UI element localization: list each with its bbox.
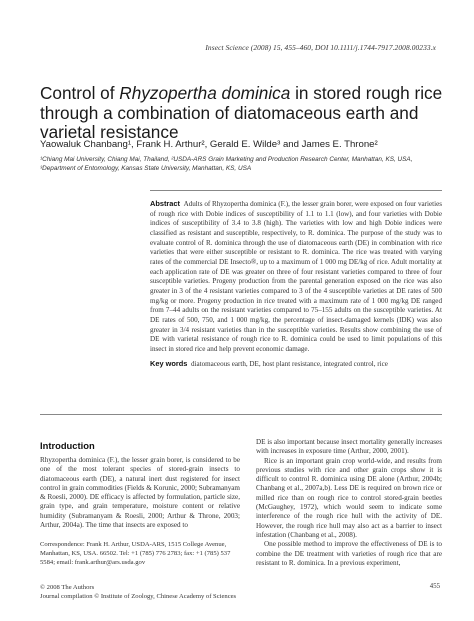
title-species: Rhyzopertha dominica: [119, 83, 291, 103]
abstract-section: [150, 190, 442, 369]
keywords: [150, 359, 442, 370]
title-part1: Control of: [40, 83, 120, 103]
copyright-line-2: Journal compilation © Institute of Zoology, Chinese Academy of Sciences: [40, 593, 237, 601]
copyright-line-1: © 2008 The Authors: [40, 584, 95, 591]
abstract-text: Adults of Rhyzopertha dominica (F.), the lesser grain borer, were exposed on four varieties of rough rice with Dobie indices of susceptibility of 1.1 to 1.1 (low), and four varieties with Dobie indices of susceptibility of 3.4 to 3.8 (high). The varieties with low and high Dobie indices were classified as resistant and susceptible, respectively, to R. dominica. The purpose of the study was to evaluate control of R. dominica through the use of diatomaceous earth (DE) in combination with rice varieties that were either susceptible or resistant to R. dominica. The rice was treated with varying rates of the commercial DE Insecto®, up to a maximum of 1 000 mg DE/kg of rice. Adult mortality at each application rate of DE was greater on three of four resistant varieties compared to three of four susceptible varieties. Progeny production from the parental generation exposed on the rice was also greater in 3 of the 4 resistant varieties compared to 3 of the 4 susceptible varieties at DE rates of 500 mg/kg or more. Progeny production in rice treated with a maximum rate of 1 000 mg/kg DE ranged from 7–44 adults on the resistant varieties compared to 75–155 adults on the susceptible varieties. At DE rates of 500, 750, and 1 000 mg/kg, the percentage of insect-damaged kernels (IDK) was also greater in 3/4 resistant varieties than in the susceptible varieties. Results show combining the use of DE with varietal resistance of rough rice to R. dominica could be used to limit populations of this insect in stored rice and help prevent economic damage.: [150, 200, 442, 353]
journal-citation: Insect Science (2008) 15, 455–460, DOI 10.1111/j.1744-7917.2008.00233.x: [205, 43, 436, 52]
introduction-heading: Introduction: [40, 440, 95, 451]
intro-paragraph-2: DE is also important because insect mortality generally increases with increases in exposure time (Arthur, 2000, 2001).: [256, 438, 442, 456]
intro-paragraph-3: Rice is an important grain crop world-wide, and results from previous studies with rice and other grain crops show it is difficult to control R. dominica using DE alone (Arthur, 2004b; Chanbang et al., 2007a,b). Less DE is required on brown rice or milled rice than on rough rice to control stored-grain beetles (McGaughey, 1972), which would seem to indicate some interference of the rough rice hull with the activity of DE. However, the rough rice hull may also act as a barrier to insect infestation (Chanbang et al., 2008).: [256, 456, 442, 539]
section-divider: [40, 414, 442, 415]
intro-paragraph-1: Rhyzopertha dominica (F.), the lesser grain borer, is considered to be one of the most tolerant species of stored-grain insects to diatomaceous earth (DE), a natural inert dust registered for insect control in grain commodities (Fields & Korunic, 2000; Subramanyam & Roesli, 2000). DE efficacy is affected by formulation, particle size, grain type, and grain temperature, moisture content or relative humidity (Subramanyam & Roesli, 2000; Arthur & Throne, 2003; Arthur, 2004a). The time that insects are exposed to: [40, 456, 240, 530]
intro-left-column: [40, 456, 240, 530]
affiliation-1: ¹Chiang Mai University, Chiang Mai, Thailand, ²USDA-ARS Grain Marketing and Production Research Center, Manhattan, KS, USA,: [40, 156, 413, 163]
title-part2: in stored rough rice through a combination of diatomaceous earth and varietal resistance: [40, 83, 443, 142]
abstract-label: Abstract: [150, 199, 180, 208]
intro-right-column: [256, 438, 442, 568]
affiliation-2: ³Department of Entomology, Kansas State University, Manhattan, KS, USA: [40, 165, 252, 172]
copyright-block: [40, 583, 300, 601]
abstract: [150, 191, 442, 355]
intro-paragraph-4: One possible method to improve the effectiveness of DE is to combine the DE treatment with varieties of rough rice that are resistant to R. dominica. In a previous experiment,: [256, 540, 442, 567]
author-list: Yaowaluk Chanbang¹, Frank H. Arthur², Gerald E. Wilde³ and James E. Throne²: [40, 139, 378, 150]
keywords-text: diatomaceous earth, DE, host plant resistance, integrated control, rice: [190, 359, 388, 368]
page-number: 455: [429, 583, 440, 590]
correspondence-note: Correspondence: Frank H. Arthur, USDA-ARS, 1515 College Avenue, Manhattan, KS, USA. 66502. Tel: +1 (785) 776 2783; fax: +1 (785) 537 5584; email: frank.arthur@ars.usda.gov: [40, 541, 231, 566]
keywords-label: Key words: [150, 358, 188, 368]
article-title: [40, 84, 450, 143]
